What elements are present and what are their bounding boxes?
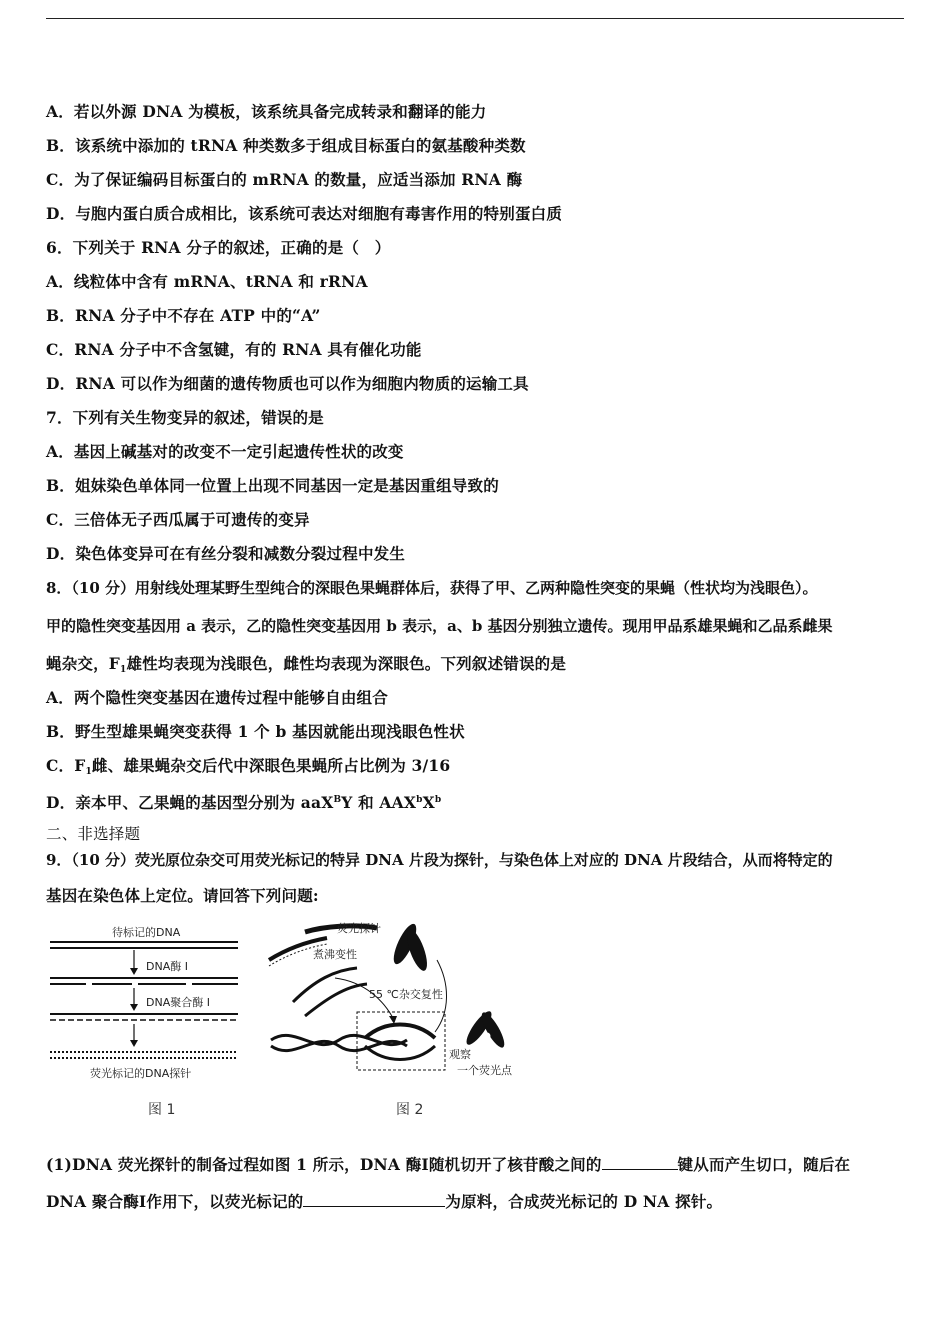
q6-stem: 6．下列关于 RNA 分子的叙述，正确的是（ ）: [46, 238, 391, 257]
q8-stem-line2: 甲的隐性突变基因用 a 表示，乙的隐性突变基因用 b 表示，a、b 基因分别独立遗传。现用甲品系雄果蝇和乙品系雌果: [46, 617, 833, 635]
fig2-hybrid-label: 55 ℃杂交复性: [369, 988, 443, 1001]
fig2-probe-label: 荧光探针: [337, 922, 381, 935]
q8-option-a: A．两个隐性突变基因在遗传过程中能够自由组合: [46, 688, 388, 707]
figure-2-caption: 图 2: [396, 1102, 424, 1118]
fig1-top-label: 待标记的DNA: [112, 926, 181, 939]
q9-part1-line2: DNA 聚合酶Ⅰ作用下，以荧光标记的 为原料，合成荧光标记的 D NA 探针。: [46, 1192, 723, 1211]
fig2-observe-label: 观察: [449, 1048, 471, 1061]
figure-2-hybridization: [265, 920, 530, 1080]
figure-1-caption: 图 1: [148, 1102, 176, 1118]
fig2-boil-label: 煮沸变性: [313, 948, 357, 961]
q8-option-c: C．$F_1$雌、雄果蝇杂交后代中深眼色果蝇所占比例为 3/16: [46, 756, 451, 777]
q6-option-c: C．RNA 分子中不含氢键，有的 RNA 具有催化功能: [46, 340, 422, 359]
answer-blank-1[interactable]: [602, 1155, 678, 1170]
fig1-bottom-label: 荧光标记的DNA探针: [90, 1067, 192, 1080]
fig2-chromosome-right: [463, 1008, 509, 1050]
fig1-step1-label: DNA酶 Ⅰ: [146, 960, 188, 973]
q5-option-a: A．若以外源 DNA 为模板，该系统具备完成转录和翻译的能力: [46, 102, 487, 121]
q8-stem-line3: 蝇杂交，$F_1$雄性均表现为浅眼色，雌性均表现为深眼色。下列叙述错误的是: [46, 654, 567, 675]
q7-stem: 7．下列有关生物变异的叙述，错误的是: [46, 408, 324, 427]
q7-option-a: A．基因上碱基对的改变不一定引起遗传性状的改变: [46, 442, 404, 461]
q8-stem-line1: 8．（10 分）用射线处理某野生型纯合的深眼色果蝇群体后，获得了甲、乙两种隐性突变的果蝇（性状均为浅眼色）。: [46, 579, 818, 597]
q7-option-b: B．姐妹染色单体同一位置上出现不同基因一定是基因重组导致的: [46, 476, 499, 495]
fig2-zoom-box: [357, 1012, 445, 1070]
fig2-spot-label: 一个荧光点: [457, 1064, 512, 1077]
q6-option-a: A．线粒体中含有 mRNA、tRNA 和 rRNA: [46, 272, 368, 291]
figure-1-probe-preparation: [46, 920, 246, 1095]
header-rule: [46, 18, 904, 19]
fig2-fluorescent-spot: [484, 1033, 491, 1040]
q7-option-c: C．三倍体无子西瓜属于可遗传的变异: [46, 510, 310, 529]
fig1-step2-label: DNA聚合酶 Ⅰ: [146, 996, 210, 1009]
q7-option-d: D．染色体变异可在有丝分裂和减数分裂过程中发生: [46, 544, 406, 563]
section-2-heading: 二、非选择题: [46, 825, 141, 843]
q5-option-d: D．与胞内蛋白质合成相比，该系统可表达对细胞有毒害作用的特别蛋白质: [46, 204, 563, 223]
q5-option-c: C．为了保证编码目标蛋白的 mRNA 的数量，应适当添加 RNA 酶: [46, 170, 523, 189]
fig2-chromosome-top: [389, 921, 431, 973]
q8-option-d: D．亲本甲、乙果蝇的基因型分别为 aaX$^B$Y 和 $AAX^bX^b$: [46, 793, 442, 812]
fig2-dna-helix: [271, 1035, 407, 1050]
q8-option-b: B．野生型雄果蝇突变获得 1 个 b 基因就能出现浅眼色性状: [46, 722, 465, 741]
q9-stem-line1: 9．（10 分）荧光原位杂交可用荧光标记的特异 DNA 片段为探针，与染色体上对应的 DNA 片段结合，从而将特定的: [46, 851, 833, 869]
q9-part1-line1: (1)DNA 荧光探针的制备过程如图 1 所示，DNA 酶Ⅰ随机切开了核苷酸之间的 键从而产生切口，随后在: [46, 1155, 851, 1174]
q9-stem-line2: 基因在染色体上定位。请回答下列问题:: [46, 886, 319, 905]
q6-option-d: D．RNA 可以作为细菌的遗传物质也可以作为细胞内物质的运输工具: [46, 374, 529, 393]
answer-blank-2[interactable]: [303, 1192, 445, 1207]
q6-option-b: B．RNA 分子中不存在 ATP 中的“A”: [46, 306, 321, 325]
q5-option-b: B．该系统中添加的 tRNA 种类数多于组成目标蛋白的氨基酸种类数: [46, 136, 526, 155]
